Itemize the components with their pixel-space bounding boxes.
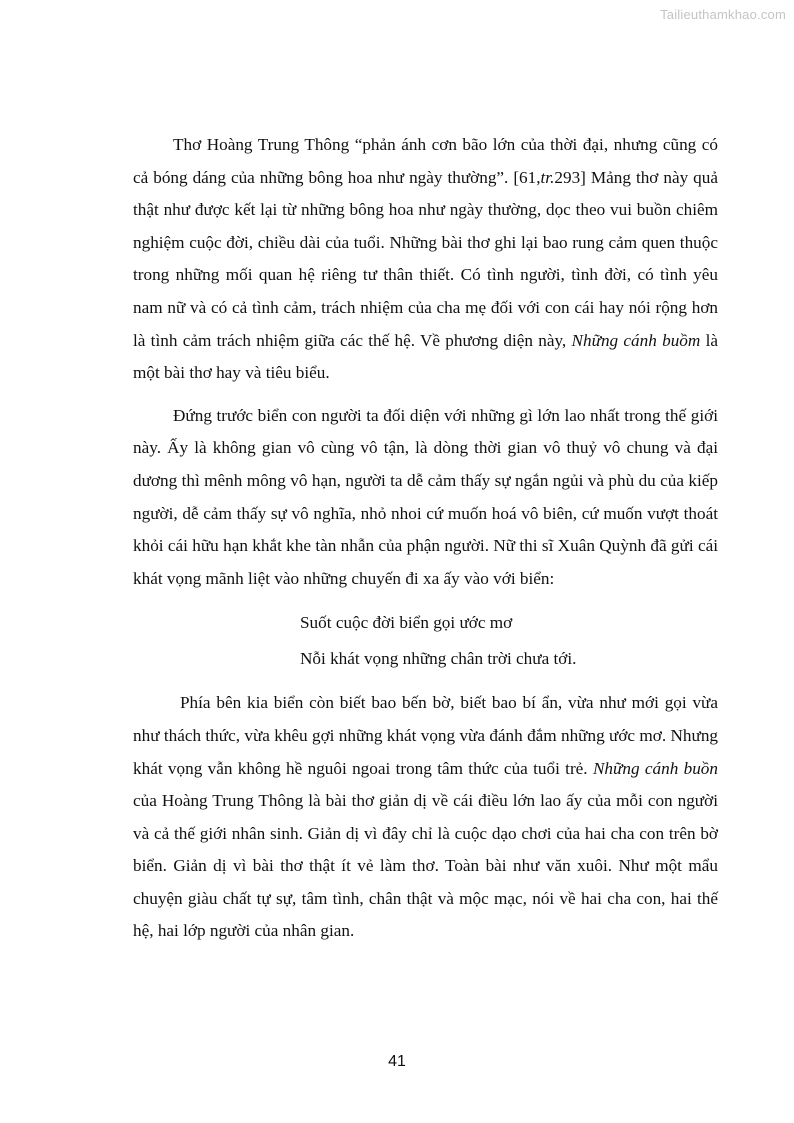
paragraph-1 xyxy=(133,129,718,390)
paragraph-3-text-b: của Hoàng Trung Thông là bài thơ giản dị về cái điều lớn lao ấy của mỗi con người và cả thế giới nhân sinh. Giản dị vì đây chỉ là cuộc dạo chơi của hai cha con trên bờ biển. Giản dị vì bài thơ thật ít vẻ làm thơ. Toàn bài như văn xuôi. Như một mẩu chuyện giàu chất tự sự, tâm tình, chân thật và mộc mạc, nói về hai cha con, hai thế hệ, hai lớp người của nhân gian. xyxy=(133,791,718,941)
paragraph-2-text: Đứng trước biển con người ta đối diện với những gì lớn lao nhất trong thế giới này. Ấy là không gian vô cùng vô tận, là dòng thời gian vô thuỷ vô chung và đại dương thì mênh mông vô hạn, người ta dễ cảm thấy sự ngắn ngủi và phù du của kiếp người, dễ cảm thấy sự vô nghĩa, nhỏ nhoi cứ muốn hoá vô biên, cứ muốn vượt thoát khỏi cái hữu hạn khắt khe tàn nhẫn của phận người. Nữ thi sĩ Xuân Quỳnh đã gửi cái khát vọng mãnh liệt vào những chuyến đi xa ấy vào với biển: xyxy=(133,405,718,588)
citation-page-abbrev: tr. xyxy=(540,167,555,187)
page-number: 41 xyxy=(388,1053,406,1070)
poem-quote xyxy=(133,605,718,677)
poem-title-italic: Những cánh buồm xyxy=(571,330,701,350)
paragraph-1-text-c: là một bài thơ hay và tiêu biểu. xyxy=(133,330,718,383)
poem-line-2: Nỗi khát vọng những chân trời chưa tới. xyxy=(300,649,577,669)
paragraph-3 xyxy=(133,687,718,948)
document-body xyxy=(133,129,718,958)
paragraph-2 xyxy=(133,400,718,596)
paragraph-3-text-a: Phía bên kia biển còn biết bao bến bờ, biết bao bí ẩn, vừa như mới gọi vừa như thách thức, vừa khêu gợi những khát vọng vừa đánh đắm những ước mơ. Nhưng khát vọng vẫn không hề nguôi ngoai trong tâm thức của tuổi trẻ. xyxy=(133,693,718,778)
watermark: Tailieuthamkhao.com xyxy=(660,7,786,22)
poem-title-italic-2: Những cánh buồn xyxy=(592,758,718,778)
poem-line-1: Suốt cuộc đời biển gọi ước mơ xyxy=(300,613,513,633)
paragraph-1-text-b: 293] Mảng thơ này quả thật như được kết lại từ những bông hoa như ngày thường, dọc theo vui buồn chiêm nghiệm cuộc đời, chiều dài của tuổi. Những bài thơ ghi lại bao rung cảm quen thuộc trong những mối quan hệ riêng tư thân thiết. Có tình người, tình đời, có tình yêu nam nữ và có cả tình cảm, trách nhiệm của cha mẹ đối với con cái hay nói rộng hơn là tình cảm trách nhiệm giữa các thế hệ. Về phương diện này, xyxy=(133,167,718,350)
paragraph-1-text-a: Thơ Hoàng Trung Thông “phản ánh cơn bão lớn của thời đại, nhưng cũng có cả bóng dáng của những bông hoa như ngày thường”. [61, xyxy=(133,135,718,187)
